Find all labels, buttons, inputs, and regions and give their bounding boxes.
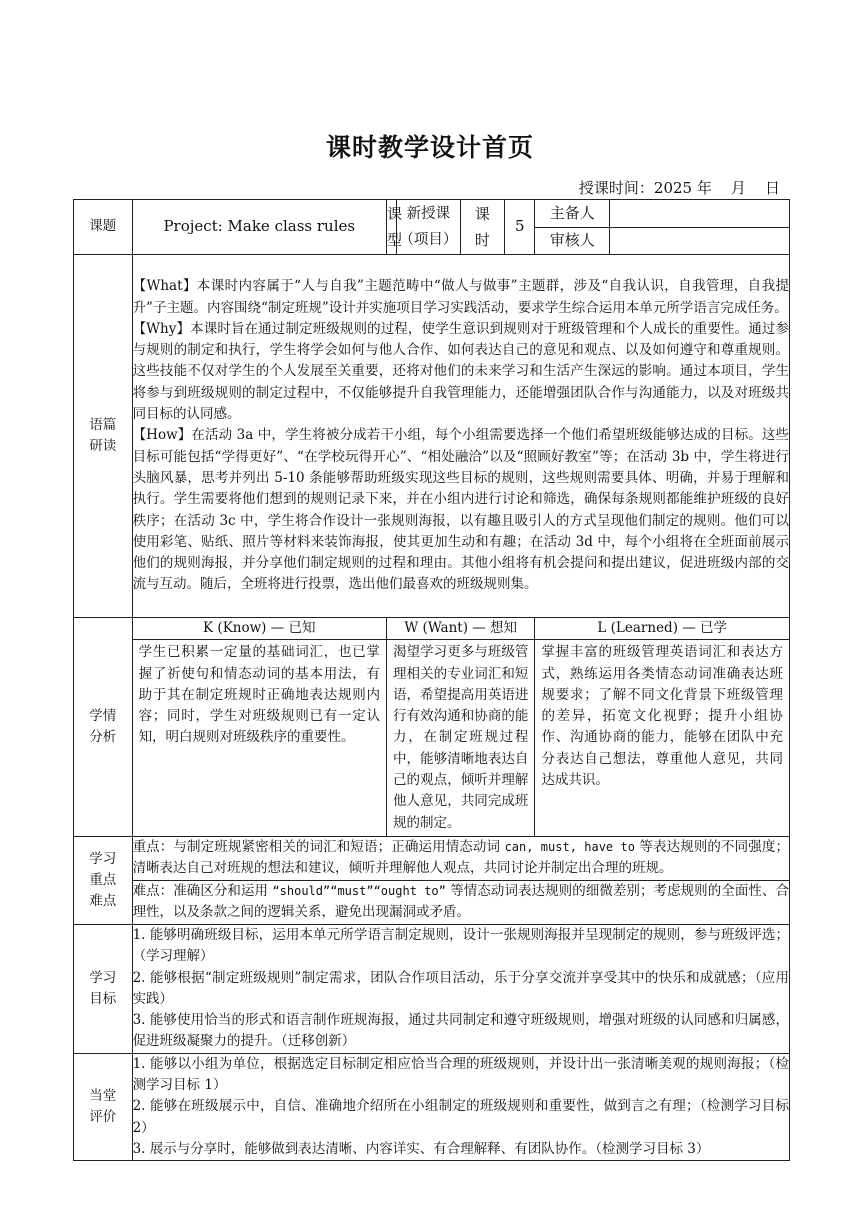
reading-how: 【How】在活动 3a 中，学生将被分成若干小组，每个小组需要选择一个他们希望班级能够达成的目标。这些目标可能包括“学得更好”、“在学校玩得开心”、“相处融洽”以及“照顾好教室”等；在活动 3b 中，学生将进行头脑风暴，思考并列出 5-10 条能够帮助班级实现这些目标的规则，这些规则需要具体、明确，并易于理解和执行。学生需要将他们想到的规则记录下来，并在小组内进行讨论和筛选，确保每条规则都能维护班级的良好秩序；在活动 3c 中，学生将合作设计一张规则海报，以有趣且吸引人的方式呈现他们制定的规则。他们可以使用彩笔、贴纸、照片等材料来装饰海报，使其更加生动和有趣；在活动 3d 中，每个小组将在全班面前展示他们的规则海报，并分享他们制定规则的过程和理由。其他小组将有机会提问和提出建议，促进班级内部的交流与互动。随后，全班将进行投票，选出他们最喜欢的班级规则集。	[132, 427, 789, 593]
planner-label: 主备人	[535, 200, 610, 228]
kwl-learned-header: L (Learned) — 已学	[535, 618, 790, 640]
page-title: 课时教学设计首页	[325, 133, 534, 162]
objectives-label: 学习 目标	[74, 924, 133, 1053]
lesson-design-table	[73, 199, 790, 1161]
key-focus-modals: can, must, have to	[504, 840, 635, 855]
objective-item: 1. 能够明确班级目标，运用本单元所学语言制定规则，设计一张规则海报并呈现制定的规则，参与班级评选；（学习理解）	[132, 926, 789, 965]
assessment-item: 2. 能够在班级展示中，自信、准确地介绍所在小组制定的班级规则和重要性，做到言之有理；（检测学习目标 2）	[132, 1098, 789, 1136]
reading-label: 语篇 研读	[74, 255, 133, 618]
reviewer-label: 审核人	[535, 228, 610, 255]
key-difficulty	[132, 880, 789, 924]
key-difficulty-suffix: 等情态动词表达规则的细微差别；考虑规则的全面性、合理性，以及条款之间的逻辑关系，避免出现漏洞或矛盾。	[132, 883, 790, 921]
kwl-want-text: 渴望学习更多与班级管理相关的专业词汇和短语，希望提高用英语进行有效沟通和协商的能力，在制定班规过程中，能够清晰地表达自己的观点，倾听并理解他人意见，共同完成班规的制定。	[387, 640, 535, 837]
kwl-know-text: 学生已积累一定量的基础词汇，也已掌握了祈使句和情态动词的基本用法，有助于其在制定班规时正确地表达规则内容；同时，学生对班级规则已有一定认知，明白规则对班级秩序的重要性。	[132, 640, 386, 837]
reading-what: 【What】本课时内容属于“人与自我”主题范畴中“做人与做事”主题群，涉及“自我认识，自我管理，自我提升”子主题。内容围绕“制定班规”设计并实施项目学习实践活动，要求学生综合运用本单元所学语言完成任务。	[132, 278, 789, 316]
teaching-date: 授课时间：2025 年 月 日	[578, 179, 780, 197]
topic-value: Project: Make class rules	[132, 200, 386, 255]
kwl-want-header: W (Want) — 想知	[387, 618, 535, 640]
lesson-type-value: 新授课 （项目）	[397, 200, 461, 255]
assessment-item: 3. 展示与分享时，能够做到表达清晰、内容详实、有合理解释、有团队协作。（检测学习目标 3）	[132, 1140, 710, 1157]
assessment-label: 当堂 评价	[74, 1053, 133, 1160]
key-points-label: 学习 重点 难点	[74, 836, 133, 924]
reviewer-value	[610, 228, 790, 255]
topic-label: 课题	[74, 200, 133, 255]
key-difficulty-modals: “should”“must”“ought to”	[272, 884, 446, 899]
planner-value	[610, 200, 790, 228]
assessment-item: 1. 能够以小组为单位，根据选定目标制定相应恰当合理的班级规则，并设计出一张清晰美观的规则海报；（检测学习目标 1）	[132, 1055, 789, 1094]
analysis-label: 学情 分析	[74, 618, 133, 837]
reading-why: 【Why】本课时旨在通过制定班级规则的过程，使学生意识到规则对于班级管理和个人成长的重要性。通过参与规则的制定和执行，学生将学会如何与他人合作、如何表达自己的意见和观点、以及如何遵守和尊重规则。这些技能不仅对学生的个人发展至关重要，还将对他们的未来学习和生活产生深远的影响。通过本项目，学生将参与到班级规则的制定过程中，不仅能够提升自我管理能力，还能增强团队合作与沟通能力，以及对班级共同目标的认同感。	[132, 320, 789, 423]
key-difficulty-prefix: 难点：准确区分和运用	[132, 883, 273, 900]
hours-label: 课 时	[460, 200, 504, 255]
key-focus-prefix: 重点：与制定班规紧密相关的词汇和短语；正确运用情态动词	[132, 839, 505, 856]
hours-value: 5	[505, 200, 535, 255]
kwl-learned-text: 掌握丰富的班级管理英语词汇和表达方式，熟练运用各类情态动词准确表达班规要求；了解不同文化背景下班级管理的差异，拓宽文化视野；提升小组协作、沟通协商的能力，能够在团队中充分表达自己想法，尊重他人意见，共同达成共识。	[535, 640, 790, 837]
assessment-list	[132, 1053, 789, 1160]
objectives-list	[132, 924, 789, 1053]
reading-content	[132, 255, 789, 618]
objective-item: 3. 能够使用恰当的形式和语言制作班规海报，通过共同制定和遵守班级规则，增强对班级的认同感和归属感，促进班级凝聚力的提升。（迁移创新）	[132, 1012, 789, 1050]
kwl-know-header: K (Know) — 已知	[132, 618, 386, 640]
lesson-type-label: 课 型	[387, 200, 397, 255]
objective-item: 2. 能够根据“制定班级规则”制定需求，团队合作项目活动，乐于分享交流并享受其中的快乐和成就感；（应用实践）	[132, 969, 789, 1007]
key-focus	[132, 836, 789, 880]
key-focus-suffix: 等表达规则的不同强度；清晰表达自己对班规的想法和建议，倾听并理解他人观点，共同讨论并制定出合理的班规。	[132, 839, 790, 877]
